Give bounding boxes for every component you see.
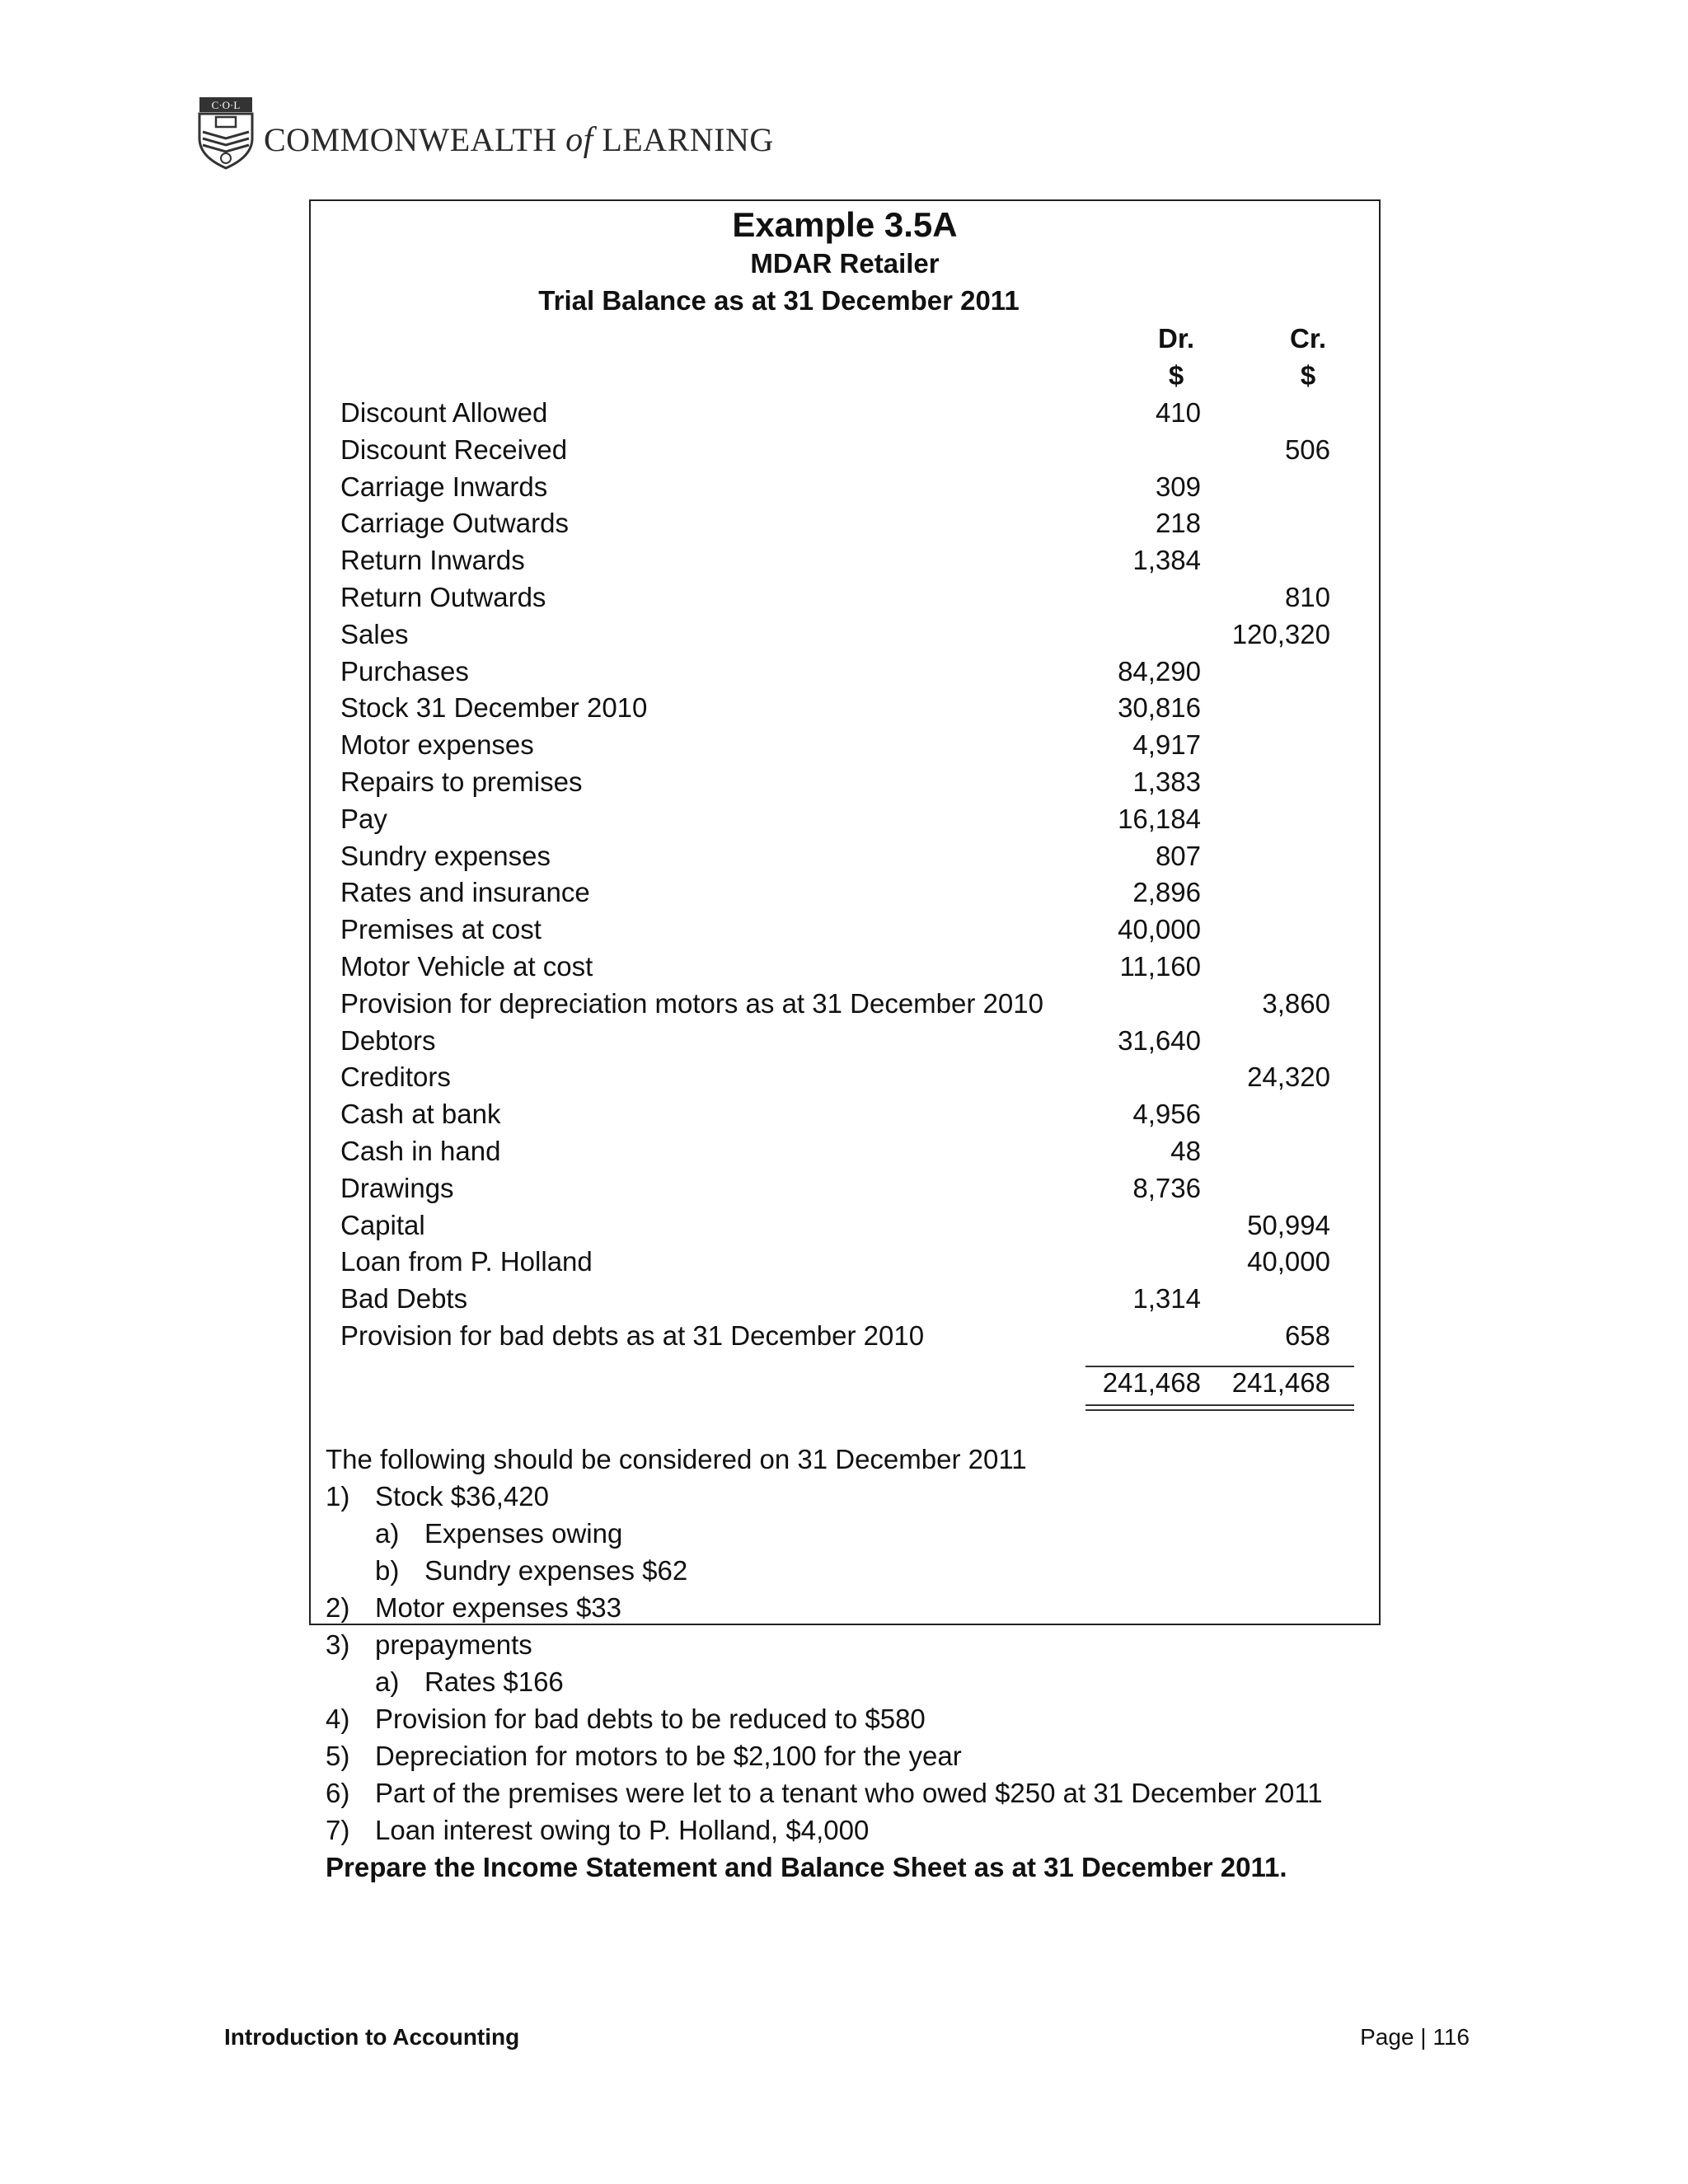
row-label: Bad Debts xyxy=(340,1283,468,1315)
table-row xyxy=(311,804,1382,841)
row-label: Purchases xyxy=(340,655,469,687)
note-text: Rates $166 xyxy=(424,1666,564,1697)
row-label: Pay xyxy=(340,803,387,834)
svg-text:C·O·L: C·O·L xyxy=(211,99,241,111)
row-label: Premises at cost xyxy=(340,914,542,945)
table-row xyxy=(311,1320,1382,1357)
example-box xyxy=(309,199,1381,1882)
row-credit: 3,860 xyxy=(1262,987,1330,1019)
table-row xyxy=(311,1025,1382,1062)
row-label: Debtors xyxy=(340,1024,436,1056)
note-text: Depreciation for motors to be $2,100 for the year xyxy=(375,1741,962,1771)
note-number: a) xyxy=(375,1518,400,1549)
col-crest-icon xyxy=(196,96,256,170)
row-label: Motor Vehicle at cost xyxy=(340,951,593,982)
row-label: Discount Allowed xyxy=(340,397,548,428)
table-row xyxy=(311,951,1382,988)
row-credit: 658 xyxy=(1284,1320,1330,1351)
footer-page-number: Page | 116 xyxy=(1360,2024,1470,2050)
row-label: Capital xyxy=(340,1209,425,1240)
row-debit: 84,290 xyxy=(1118,655,1201,687)
table-row xyxy=(311,508,1382,545)
row-credit: 506 xyxy=(1284,434,1330,465)
table-row xyxy=(311,988,1382,1025)
row-debit: 410 xyxy=(1155,397,1201,428)
row-label: Motor expenses xyxy=(340,729,534,761)
row-debit: 2,896 xyxy=(1132,877,1201,908)
row-label: Discount Received xyxy=(340,434,568,465)
table-row xyxy=(311,1210,1382,1247)
dr-currency: $ xyxy=(1168,360,1184,391)
note-number: 5) xyxy=(326,1741,350,1771)
row-label: Return Outwards xyxy=(340,582,546,612)
table-row xyxy=(311,877,1382,914)
table-row xyxy=(311,582,1382,619)
note-text: Sundry expenses $62 xyxy=(424,1555,688,1586)
row-credit: 24,320 xyxy=(1247,1062,1330,1093)
instruction: Prepare the Income Statement and Balance Sheet as at 31 December 2011. xyxy=(326,1852,1287,1882)
note-number: 4) xyxy=(326,1704,350,1734)
table-row xyxy=(311,841,1382,878)
row-label: Stock 31 December 2010 xyxy=(340,692,648,724)
row-label: Cash at bank xyxy=(340,1099,501,1130)
table-row xyxy=(311,471,1382,509)
row-debit: 11,160 xyxy=(1119,951,1201,982)
table-row xyxy=(311,1062,1382,1099)
statement-title: Trial Balance as at 31 December 2011 xyxy=(538,285,1020,316)
table-row xyxy=(311,729,1382,766)
row-debit: 4,956 xyxy=(1132,1099,1201,1130)
note-number: 6) xyxy=(326,1778,350,1808)
table-row xyxy=(311,656,1382,693)
row-credit: 40,000 xyxy=(1247,1246,1330,1277)
table-row xyxy=(311,692,1382,729)
note-number: 7) xyxy=(326,1815,350,1845)
row-debit: 1,314 xyxy=(1132,1283,1201,1315)
row-credit: 120,320 xyxy=(1231,618,1330,649)
dr-column-header: Dr. xyxy=(1157,323,1195,354)
table-row xyxy=(311,397,1382,434)
footer-course: Introduction to Accounting xyxy=(224,2024,520,2050)
row-debit: 30,816 xyxy=(1118,692,1201,724)
cr-column-header: Cr. xyxy=(1289,323,1327,354)
table-row xyxy=(311,1246,1382,1283)
note-text: prepayments xyxy=(375,1629,532,1660)
table-row xyxy=(311,545,1382,582)
row-label: Carriage Outwards xyxy=(340,508,569,539)
row-label: Provision for bad debts as at 31 December 2010 xyxy=(340,1320,925,1351)
org-name: COMMONWEALTH of LEARNING xyxy=(264,121,774,159)
total-dr: 241,468 xyxy=(1102,1367,1201,1398)
row-label: Sundry expenses xyxy=(340,840,551,871)
row-label: Loan from P. Holland xyxy=(340,1246,593,1277)
note-text: Loan interest owing to P. Holland, $4,000 xyxy=(375,1815,870,1845)
table-row xyxy=(311,619,1382,656)
table-row xyxy=(311,1283,1382,1320)
row-credit: 50,994 xyxy=(1247,1209,1330,1240)
total-cr: 241,468 xyxy=(1231,1367,1330,1398)
row-debit: 1,383 xyxy=(1132,766,1201,797)
row-label: Rates and insurance xyxy=(340,877,590,908)
row-debit: 4,917 xyxy=(1132,729,1201,761)
commonwealth-of-learning-logo xyxy=(196,96,774,171)
row-label: Return Inwards xyxy=(340,545,525,576)
row-debit: 48 xyxy=(1170,1136,1201,1166)
double-underline xyxy=(1085,1404,1354,1411)
row-debit: 807 xyxy=(1155,840,1201,871)
note-text: Provision for bad debts to be reduced to $580 xyxy=(375,1704,926,1734)
row-label: Sales xyxy=(340,618,409,649)
row-debit: 16,184 xyxy=(1118,803,1201,834)
row-label: Cash in hand xyxy=(340,1136,501,1166)
company-name: MDAR Retailer xyxy=(750,248,940,279)
note-text: Part of the premises were let to a tenant who owed $250 at 31 December 2011 xyxy=(375,1778,1323,1808)
note-text: Stock $36,420 xyxy=(375,1481,549,1511)
totals-row xyxy=(311,1367,1382,1404)
row-label: Drawings xyxy=(340,1172,454,1203)
note-number: 3) xyxy=(326,1629,350,1660)
row-label: Repairs to premises xyxy=(340,766,583,797)
row-debit: 31,640 xyxy=(1118,1024,1201,1056)
note-number: b) xyxy=(375,1555,400,1586)
row-debit: 218 xyxy=(1155,508,1201,539)
example-title: Example 3.5A xyxy=(732,205,958,244)
note-text: Expenses owing xyxy=(424,1518,623,1549)
row-debit: 8,736 xyxy=(1132,1172,1201,1203)
table-row xyxy=(311,1099,1382,1136)
notes-intro: The following should be considered on 31 December 2011 xyxy=(326,1444,1027,1474)
note-number: 1) xyxy=(326,1481,350,1511)
table-row xyxy=(311,766,1382,804)
row-debit: 40,000 xyxy=(1118,914,1201,945)
note-text: Motor expenses $33 xyxy=(375,1592,622,1623)
table-row xyxy=(311,1136,1382,1173)
row-debit: 309 xyxy=(1155,471,1201,502)
note-number: 2) xyxy=(326,1592,350,1623)
table-row xyxy=(311,914,1382,951)
cr-currency: $ xyxy=(1300,360,1316,391)
table-row xyxy=(311,434,1382,471)
note-number: a) xyxy=(375,1666,400,1697)
row-label: Carriage Inwards xyxy=(340,471,548,502)
row-label: Creditors xyxy=(340,1062,451,1093)
row-credit: 810 xyxy=(1284,582,1330,612)
table-row xyxy=(311,1173,1382,1210)
row-debit: 1,384 xyxy=(1132,545,1201,576)
row-label: Provision for depreciation motors as at 31 December 2010 xyxy=(340,987,1043,1019)
